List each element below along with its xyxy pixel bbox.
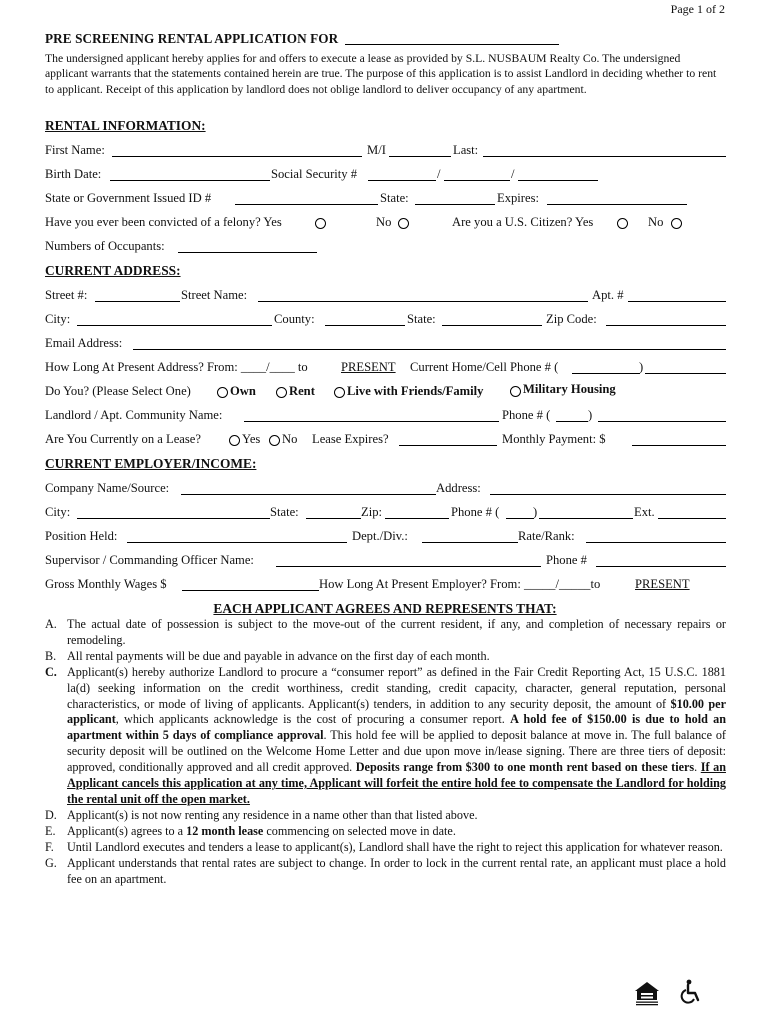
term-text: Applicant(s) is not now renting any residence in a name other than that listed above. — [67, 807, 478, 822]
ssn-part3-field[interactable] — [518, 167, 598, 181]
supervisor-label: Supervisor / Commanding Officer Name: — [45, 553, 254, 567]
how-long-row — [45, 360, 726, 378]
how-long-label: How Long At Present Address? From: ____/____ to — [45, 360, 308, 374]
company-field[interactable] — [181, 481, 436, 495]
city-label: City: — [45, 312, 71, 326]
landlord-phone-field[interactable] — [598, 408, 726, 422]
term-item — [45, 665, 726, 808]
term-text-part: . This hold fee will be applied to deposit balance at move in. The full balance of security deposit will be outlined on the Welcome Home Letter and due upon move in/lease signing. There are three tiers of deposit: approved, conditionally approved and all credit approved. — [67, 728, 726, 775]
mi-field[interactable] — [389, 143, 451, 157]
felony-citizen-row — [45, 215, 726, 233]
apt-label: Apt. # — [592, 288, 624, 302]
birth-date-label: Birth Date: — [45, 167, 102, 181]
wheelchair-accessibility-icon — [680, 979, 702, 1005]
rental-info-heading: RENTAL INFORMATION: — [45, 118, 206, 133]
form-title — [45, 31, 559, 47]
email-field[interactable] — [133, 336, 726, 350]
company-row — [45, 481, 726, 499]
employer-city-field[interactable] — [77, 505, 270, 519]
term-text-bold: A hold fee of $150.00 is due to hold an apartment within 5 days of compliance approval — [67, 712, 726, 743]
lease-question: Are You Currently on a Lease? — [45, 432, 201, 446]
street-name-field[interactable] — [258, 288, 588, 302]
rent-radio[interactable] — [276, 387, 287, 398]
terms-list — [45, 617, 726, 887]
rate-label: Rate/Rank: — [518, 529, 575, 543]
ssn-part1-field[interactable] — [368, 167, 436, 181]
landlord-row — [45, 408, 726, 426]
employer-address-field[interactable] — [490, 481, 726, 495]
lease-no-radio[interactable] — [269, 435, 280, 446]
monthly-payment-field[interactable] — [632, 432, 726, 446]
occupants-label: Numbers of Occupants: — [45, 239, 165, 253]
term-text-part: commencing on selected move in date. — [263, 823, 456, 838]
felony-question: Have you ever been convicted of a felony? Yes — [45, 215, 282, 229]
position-row — [45, 529, 726, 547]
apt-field[interactable] — [628, 288, 726, 302]
ext-field[interactable] — [658, 505, 726, 519]
supervisor-phone-field[interactable] — [596, 553, 726, 567]
home-phone-label: Current Home/Cell Phone # ( — [410, 360, 559, 374]
employer-how-long-label: How Long At Present Employer? From: _____/_____to — [319, 577, 601, 591]
supervisor-field[interactable] — [276, 553, 541, 567]
lease-no-label: No — [282, 432, 298, 446]
felony-yes-radio[interactable] — [315, 218, 326, 229]
employer-zip-label: Zip: — [361, 505, 382, 519]
lease-yes-label: Yes — [242, 432, 261, 446]
employer-present-label: PRESENT — [635, 577, 690, 591]
term-text: All rental payments will be due and payable in advance on the first day of each month. — [67, 648, 490, 663]
term-text — [67, 665, 726, 808]
ssn-part2-field[interactable] — [444, 167, 510, 181]
felony-no-radio[interactable] — [398, 218, 409, 229]
term-text-part: Applicant(s) agrees to a — [67, 823, 187, 838]
landlord-phone-area-field[interactable] — [556, 408, 588, 422]
zip-label: Zip Code: — [546, 312, 597, 326]
term-text-bold: 12 month lease — [186, 823, 264, 838]
expires-field[interactable] — [547, 191, 687, 205]
street-number-field[interactable] — [95, 288, 180, 302]
own-label: Own — [230, 384, 256, 398]
state-id-label: State or Government Issued ID # — [45, 191, 212, 205]
term-text: Applicant understands that rental rates are subject to change. In order to lock in the current rental rate, an applicant must place a hold fee on an apartment. — [67, 855, 726, 886]
employer-city-row — [45, 505, 726, 523]
term-letter: A. — [45, 617, 57, 631]
term-item — [45, 856, 726, 888]
wages-field[interactable] — [182, 577, 319, 591]
employer-phone-field[interactable] — [539, 505, 633, 519]
wages-row — [45, 577, 726, 595]
current-employer-heading: CURRENT EMPLOYER/INCOME: — [45, 456, 257, 471]
equal-housing-opportunity-icon — [633, 979, 661, 1007]
state-label: State: — [407, 312, 436, 326]
dept-label: Dept./Div.: — [352, 529, 408, 543]
present-label: PRESENT — [341, 360, 396, 374]
term-item — [45, 808, 726, 824]
property-name-field[interactable] — [345, 31, 559, 45]
last-name-label: Last: — [453, 143, 479, 157]
term-text: Until Landlord executes and tenders a lease to applicant(s), Landlord shall have the right to reject this application for whatever reason. — [67, 839, 723, 854]
employer-address-label: Address: — [436, 481, 481, 495]
form-title-text: PRE SCREENING RENTAL APPLICATION FOR — [45, 31, 339, 46]
lease-expires-field[interactable] — [399, 432, 497, 446]
rate-field[interactable] — [586, 529, 726, 543]
street-number-label: Street #: — [45, 288, 88, 302]
term-text-part: , which applicants acknowledge is the cost of procuring a consumer report. — [115, 712, 511, 727]
supervisor-phone-label: Phone # — [546, 553, 587, 567]
lease-row — [45, 432, 726, 450]
term-text-bold: $10.00 per applicant — [67, 696, 726, 727]
city-field[interactable] — [77, 312, 272, 326]
first-name-field[interactable] — [112, 143, 362, 157]
employer-zip-field[interactable] — [385, 505, 449, 519]
term-letter: F. — [45, 839, 54, 854]
landlord-phone-paren: ) — [588, 408, 593, 422]
employer-phone-paren: ) — [533, 505, 538, 519]
monthly-payment-label: Monthly Payment: $ — [502, 432, 606, 446]
ssn-label: Social Security # — [271, 167, 358, 181]
housing-type-label: Do You? (Please Select One) — [45, 384, 191, 398]
ssn-separator: / — [437, 167, 441, 181]
employer-phone-label: Phone # ( — [451, 505, 500, 519]
state-field[interactable] — [415, 191, 495, 205]
agreement-heading: EACH APPLICANT AGREES AND REPRESENTS THAT: — [213, 601, 557, 616]
ext-label: Ext. — [634, 505, 655, 519]
term-text-part: . — [694, 760, 701, 775]
first-name-label: First Name: — [45, 143, 105, 157]
citizen-question: Are you a U.S. Citizen? Yes — [452, 215, 594, 229]
zip-field[interactable] — [606, 312, 726, 326]
position-label: Position Held: — [45, 529, 118, 543]
term-letter: D. — [45, 807, 57, 822]
term-item — [45, 824, 726, 840]
friends-family-label: Live with Friends/Family — [347, 384, 484, 398]
state-id-field[interactable] — [235, 191, 378, 205]
intro-paragraph: The undersigned applicant hereby applies for and offers to execute a lease as provided by S.L. NUSBAUM Realty Co. The undersigned applicant warrants that the statements contained herein are true. The purpose of this application is to assist Landlord in deciding whether to rent to applicant. Receipt of this application by landlord does not oblige landlord to deliver occupancy of any apartment. — [45, 52, 717, 96]
last-name-field[interactable] — [483, 143, 726, 157]
citizen-no-radio[interactable] — [671, 218, 682, 229]
birth-date-field[interactable] — [110, 167, 270, 181]
position-field[interactable] — [127, 529, 347, 543]
page-number: Page 1 of 2 — [670, 2, 725, 16]
term-text-part: Applicant(s) hereby authorize Landlord to procure a “consumer report” as defined in the Fair Credit Reporting Act, 15 U.S.C. 1881 la(d) seeking information on the credit worthiness, credit standing, credit capacity, character, general reputation, personal characteristics, or mode of living of applicants. Applicant(s) tenders, in addition to any security deposit, the amount of — [67, 664, 726, 711]
term-text-bold: Deposits range from $300 to one month rent based on these tiers — [355, 760, 695, 775]
employer-phone-area-field[interactable] — [506, 505, 534, 519]
term-letter: E. — [45, 823, 56, 838]
state-label: State: — [380, 191, 409, 205]
home-phone-field[interactable] — [645, 360, 726, 374]
military-housing-radio[interactable] — [510, 386, 521, 397]
employer-city-label: City: — [45, 505, 71, 519]
current-address-heading: CURRENT ADDRESS: — [45, 263, 181, 278]
street-row — [45, 288, 726, 306]
term-text: The actual date of possession is subject to the move-out of the current resident, if any, and completion of necessary repairs or remodeling. — [67, 617, 726, 647]
own-radio[interactable] — [217, 387, 228, 398]
name-row — [45, 143, 726, 161]
wages-label: Gross Monthly Wages $ — [45, 577, 167, 591]
term-text — [67, 824, 726, 840]
term-letter: B. — [45, 648, 57, 663]
lease-yes-radio[interactable] — [229, 435, 240, 446]
email-label: Email Address: — [45, 336, 123, 350]
term-letter: C. — [45, 664, 57, 679]
lease-expires-label: Lease Expires? — [312, 432, 389, 446]
occupants-row — [45, 239, 726, 257]
landlord-phone-label: Phone # ( — [502, 408, 551, 422]
home-phone-area-field[interactable] — [572, 360, 640, 374]
rent-label: Rent — [289, 384, 315, 398]
felony-no-label: No — [376, 215, 392, 229]
term-text-bold-underline: If an Applicant cancels this application at any time, Applicant will forfeit the entire hold fee to compensate the Landlord for holding the rental unit off the open market. — [67, 760, 726, 806]
email-row — [45, 336, 726, 354]
state-id-row — [45, 191, 726, 209]
term-item — [45, 840, 726, 856]
citizen-no-label: No — [648, 215, 664, 229]
employer-state-label: State: — [270, 505, 299, 519]
landlord-field[interactable] — [244, 408, 499, 422]
dept-field[interactable] — [422, 529, 518, 543]
occupants-field[interactable] — [178, 239, 317, 253]
military-housing-label: Military Housing — [523, 382, 616, 396]
city-row — [45, 312, 726, 330]
term-letter: G. — [45, 855, 57, 870]
state-field[interactable] — [442, 312, 542, 326]
landlord-label: Landlord / Apt. Community Name: — [45, 408, 223, 422]
expires-label: Expires: — [497, 191, 539, 205]
home-phone-paren: ) — [639, 360, 644, 374]
housing-type-row — [45, 384, 726, 402]
mi-label: M/I — [367, 143, 386, 157]
employer-state-field[interactable] — [306, 505, 361, 519]
county-field[interactable] — [325, 312, 405, 326]
supervisor-row — [45, 553, 726, 571]
ssn-separator: / — [511, 167, 515, 181]
term-item — [45, 649, 726, 665]
street-name-label: Street Name: — [181, 288, 248, 302]
friends-family-radio[interactable] — [334, 387, 345, 398]
company-label: Company Name/Source: — [45, 481, 170, 495]
citizen-yes-radio[interactable] — [617, 218, 628, 229]
birth-ssn-row — [45, 167, 726, 185]
term-item — [45, 617, 726, 649]
county-label: County: — [274, 312, 315, 326]
